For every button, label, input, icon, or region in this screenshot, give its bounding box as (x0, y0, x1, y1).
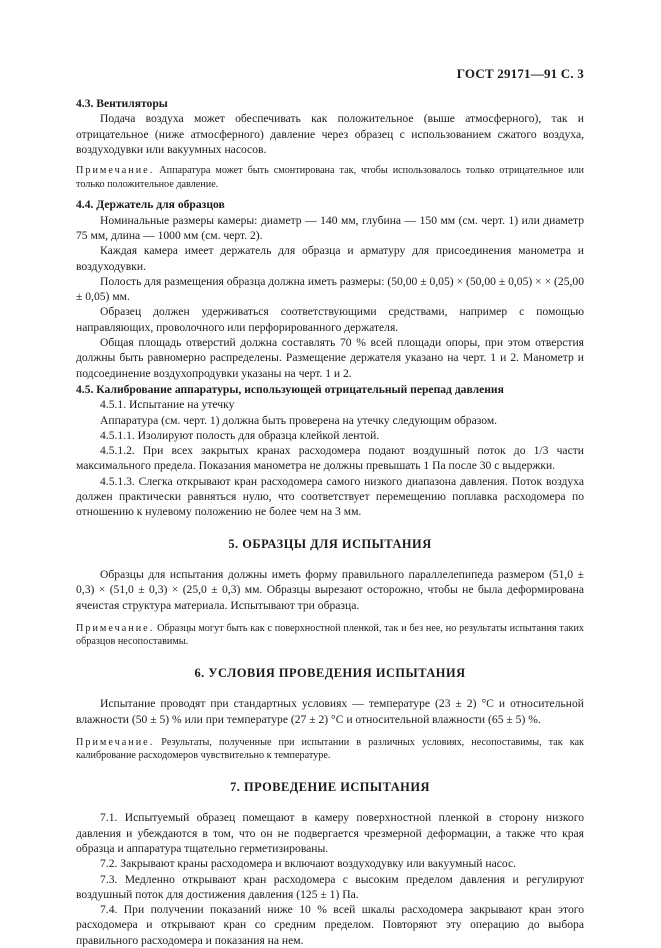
paragraph: Каждая камера имеет держатель для образца и арматуру для присоединения манометра и воздуходувки. (76, 244, 584, 273)
section-title-7: 7. ПРОВЕДЕНИЕ ИСПЫТАНИЯ (230, 780, 430, 795)
note-label: Примечание. (76, 736, 155, 748)
subsection-title-4-3: 4.3. Вентиляторы (76, 97, 168, 110)
paragraph: 7.2. Закрывают краны расходомера и включают воздуходувку или вакуумный насос. (100, 857, 517, 871)
note-text: Результаты, полученные при испытании в различных условиях, несопоставимы, так как калибрование расходомеров чувствительно к температуре. (76, 736, 584, 762)
paragraph: Аппаратура (см. черт. 1) должна быть проверена на утечку следующим образом. (100, 413, 498, 427)
page-header: ГОСТ 29171—91 С. 3 (456, 66, 584, 81)
paragraph: 7.4. При получении показаний ниже 10 % всей шкалы расходомера закрывают кран этого расходомера и открывают кран со средним пределом. Повторяют эту операцию до выбора правильного расходомера и показания на нем. (76, 903, 584, 947)
section-title-6: 6. УСЛОВИЯ ПРОВЕДЕНИЯ ИСПЫТАНИЯ (194, 665, 466, 680)
document-body (76, 95, 584, 948)
note-label: Примечание. (76, 622, 155, 634)
paragraph: Общая площадь отверстий должна составлять 70 % всей площади опоры, при этом отверстия должны быть равномерно распределены. Размещение держателя указано на черт. 1 и 2. Манометр и подсоединение воздухопродувки указаны на черт. 1 и 2. (76, 336, 584, 380)
note-label: Примечание. (76, 165, 155, 177)
paragraph: 4.5.1.2. При всех закрытых кранах расходомера подают воздушный поток до 1/3 части максимального предела. Показания манометра не должны превышать 1 Па после 30 с выдержки. (76, 444, 584, 473)
paragraph: 4.5.1.3. Слегка открывают кран расходомера самого низкого диапазона давления. Поток воздуха должен практически равняться нулю, что соответствует перемещению поплавка расходомера по отношению к нулевому положению не более чем на 3 мм. (76, 474, 584, 519)
paragraph: Полость для размещения образца должна иметь размеры: (50,00 ± 0,05) × (50,00 ± 0,05) × × (25,00 ± 0,05) мм. (76, 274, 584, 304)
paragraph: Образцы для испытания должны иметь форму правильного параллелепипеда размером (51,0 ± 0,3) × (51,0 ± 0,3) × (25,0 ± 0,3) мм. Образцы вырезают осторожно, чтобы не была деформирована ячеистая структура материала. Испытывают три образца. (76, 567, 584, 612)
subsection-title-4-5: 4.5. Калибрование аппаратуры, использующей отрицательный перепад давления (76, 382, 504, 396)
paragraph: Испытание проводят при стандартных условиях — температуре (23 ± 2) °С и относительной влажности (50 ± 5) % или при температуре (27 ± 2) °С и относительной влажности (65 ± 5) %. (76, 697, 584, 726)
paragraph: 4.5.1.1. Изолируют полость для образца клейкой лентой. (100, 428, 380, 442)
paragraph: Номинальные размеры камеры: диаметр — 140 мм, глубина — 150 мм (см. черт. 1) или диаметр 75 мм, длина — 1000 мм (см. черт. 2). (76, 213, 584, 242)
section-title-5: 5. ОБРАЗЦЫ ДЛЯ ИСПЫТАНИЯ (228, 536, 432, 551)
subsection-title-4-4: 4.4. Держатель для образцов (76, 198, 225, 212)
note (76, 164, 584, 191)
note (76, 622, 584, 649)
paragraph: 4.5.1. Испытание на утечку (100, 398, 235, 412)
paragraph: Подача воздуха может обеспечивать как положительное (выше атмосферного), так и отрицательное (ниже атмосферного) давление через образец с использованием сжатого воздуха, воздуходувки или вакуумных насосов. (76, 112, 584, 156)
note-text: Образцы могут быть как с поверхностной пленкой, так и без нее, но результаты испытания таких образцов несопоставимы. (76, 622, 584, 648)
paragraph: Образец должен удерживаться соответствующими средствами, например с помощью направляющих, проволочного или перфорированного держателя. (76, 305, 584, 334)
paragraph: 7.3. Медленно открывают кран расходомера с высоким пределом давления и регулируют воздушный поток для достижения давления (125 ± 1) Па. (76, 872, 584, 901)
paragraph: 7.1. Испытуемый образец помещают в камеру поверхностной пленкой в сторону низкого давления и убеждаются в том, что он не подвергается чрезмерной деформации, а также что края образца и аппаратура тщательно герметизированы. (76, 811, 584, 855)
note-text: Аппаратура может быть смонтирована так, чтобы использовалось только отрицательное или только положительное давление. (76, 165, 584, 190)
note (76, 736, 584, 763)
